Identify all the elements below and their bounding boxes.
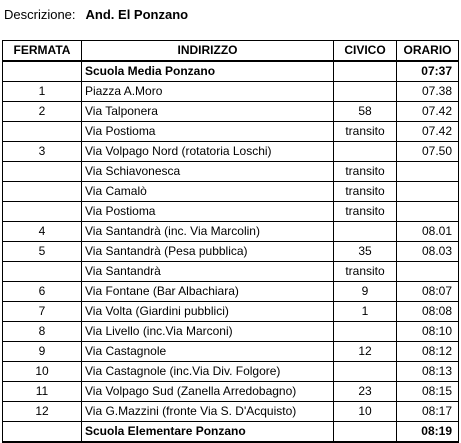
fermata-cell: 7 <box>3 302 82 322</box>
civico-cell: transito <box>334 202 397 222</box>
orario-cell: 07.50 <box>397 142 459 162</box>
indirizzo-cell: Via Castagnole <box>82 342 334 362</box>
schedule-table <box>2 40 459 443</box>
table-row <box>3 202 459 222</box>
civico-cell <box>334 142 397 162</box>
orario-cell: 08.01 <box>397 222 459 242</box>
indirizzo-cell: Piazza A.Moro <box>82 82 334 102</box>
column-header-fermata: FERMATA <box>3 41 82 62</box>
indirizzo-cell: Via Livello (inc.Via Marconi) <box>82 322 334 342</box>
table-row <box>3 422 459 443</box>
table-row <box>3 322 459 342</box>
table-row <box>3 142 459 162</box>
fermata-cell <box>3 422 82 443</box>
indirizzo-cell: Via Fontane (Bar Albachiara) <box>82 282 334 302</box>
civico-cell: 35 <box>334 242 397 262</box>
civico-cell: transito <box>334 262 397 282</box>
fermata-cell <box>3 122 82 142</box>
fermata-cell <box>3 61 82 82</box>
column-header-civico: CIVICO <box>334 41 397 62</box>
table-row <box>3 362 459 382</box>
orario-cell <box>397 182 459 202</box>
orario-cell: 08:08 <box>397 302 459 322</box>
civico-cell: transito <box>334 162 397 182</box>
civico-cell <box>334 61 397 82</box>
indirizzo-cell: Via Talponera <box>82 102 334 122</box>
fermata-cell: 4 <box>3 222 82 242</box>
table-body <box>3 61 459 442</box>
fermata-cell: 8 <box>3 322 82 342</box>
indirizzo-cell: Scuola Media Ponzano <box>82 61 334 82</box>
orario-cell: 07.42 <box>397 122 459 142</box>
description-header <box>4 0 459 28</box>
fermata-cell: 3 <box>3 142 82 162</box>
table-row <box>3 382 459 402</box>
table-row <box>3 282 459 302</box>
indirizzo-cell: Via Santandrà <box>82 262 334 282</box>
civico-cell: transito <box>334 182 397 202</box>
fermata-cell: 5 <box>3 242 82 262</box>
fermata-cell: 10 <box>3 362 82 382</box>
civico-cell <box>334 362 397 382</box>
orario-cell: 07.42 <box>397 102 459 122</box>
table-row <box>3 302 459 322</box>
indirizzo-cell: Via Volta (Giardini pubblici) <box>82 302 334 322</box>
table-row <box>3 402 459 422</box>
indirizzo-cell: Via Postioma <box>82 202 334 222</box>
indirizzo-cell: Via Schiavonesca <box>82 162 334 182</box>
column-header-orario: ORARIO <box>397 41 459 62</box>
orario-cell: 08:07 <box>397 282 459 302</box>
orario-cell: 08:10 <box>397 322 459 342</box>
orario-cell <box>397 202 459 222</box>
orario-cell: 08:17 <box>397 402 459 422</box>
indirizzo-cell: Via Santandrà (inc. Via Marcolin) <box>82 222 334 242</box>
fermata-cell: 6 <box>3 282 82 302</box>
orario-cell: 07:37 <box>397 61 459 82</box>
indirizzo-cell: Scuola Elementare Ponzano <box>82 422 334 443</box>
route-name: And. El Ponzano <box>85 6 189 22</box>
description-label: Descrizione: <box>4 6 76 22</box>
civico-cell: 10 <box>334 402 397 422</box>
indirizzo-cell: Via Santandrà (Pesa pubblica) <box>82 242 334 262</box>
column-header-indirizzo: INDIRIZZO <box>82 41 334 62</box>
civico-cell <box>334 422 397 443</box>
indirizzo-cell: Via G.Mazzini (fronte Via S. D'Acquisto) <box>82 402 334 422</box>
fermata-cell: 9 <box>3 342 82 362</box>
fermata-cell: 12 <box>3 402 82 422</box>
fermata-cell <box>3 182 82 202</box>
civico-cell: 9 <box>334 282 397 302</box>
orario-cell: 07.38 <box>397 82 459 102</box>
civico-cell: 58 <box>334 102 397 122</box>
civico-cell <box>334 322 397 342</box>
indirizzo-cell: Via Camalò <box>82 182 334 202</box>
orario-cell: 08:19 <box>397 422 459 443</box>
fermata-cell <box>3 202 82 222</box>
fermata-cell: 2 <box>3 102 82 122</box>
civico-cell: 12 <box>334 342 397 362</box>
table-row <box>3 61 459 82</box>
table-row <box>3 182 459 202</box>
civico-cell: 23 <box>334 382 397 402</box>
civico-cell: transito <box>334 122 397 142</box>
orario-cell <box>397 262 459 282</box>
fermata-cell <box>3 162 82 182</box>
table-row <box>3 222 459 242</box>
indirizzo-cell: Via Castagnole (inc.Via Div. Folgore) <box>82 362 334 382</box>
orario-cell: 08:13 <box>397 362 459 382</box>
fermata-cell: 1 <box>3 82 82 102</box>
civico-cell: 1 <box>334 302 397 322</box>
table-row <box>3 122 459 142</box>
table-row <box>3 82 459 102</box>
orario-cell: 08:12 <box>397 342 459 362</box>
orario-cell <box>397 162 459 182</box>
civico-cell <box>334 82 397 102</box>
fermata-cell <box>3 262 82 282</box>
table-row <box>3 242 459 262</box>
orario-cell: 08:15 <box>397 382 459 402</box>
table-row <box>3 102 459 122</box>
orario-cell: 08.03 <box>397 242 459 262</box>
table-header-row <box>3 41 459 62</box>
indirizzo-cell: Via Postioma <box>82 122 334 142</box>
table-row <box>3 162 459 182</box>
table-row <box>3 262 459 282</box>
table-row <box>3 342 459 362</box>
indirizzo-cell: Via Volpago Nord (rotatoria Loschi) <box>82 142 334 162</box>
civico-cell <box>334 222 397 242</box>
fermata-cell: 11 <box>3 382 82 402</box>
indirizzo-cell: Via Volpago Sud (Zanella Arredobagno) <box>82 382 334 402</box>
